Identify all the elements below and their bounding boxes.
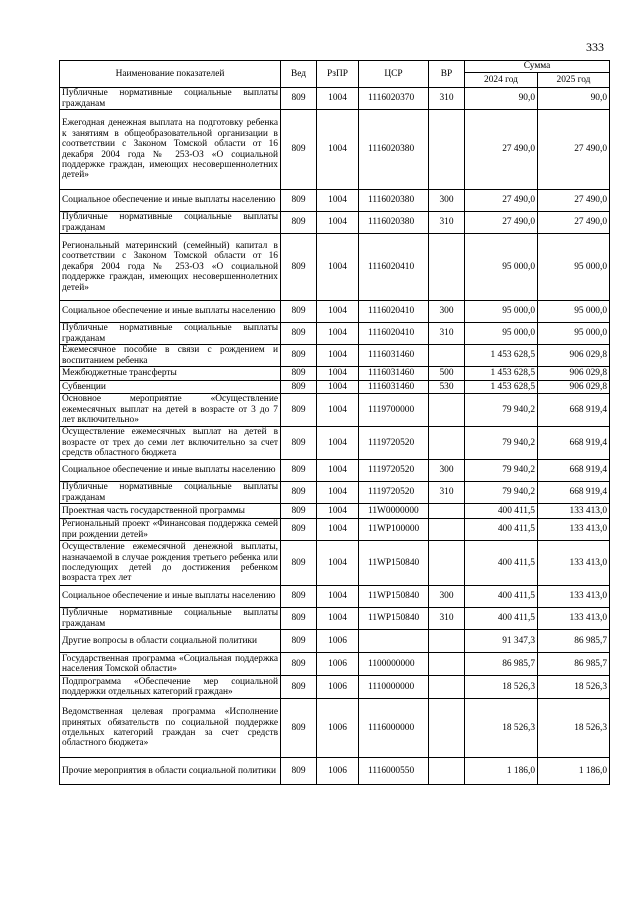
cell-rzpr: 1004 [317,504,359,519]
cell-csr: 1110000000 [359,676,429,699]
cell-sum-2024: 1 453 628,5 [465,381,538,394]
cell-sum-2024: 400 411,5 [465,608,538,630]
cell-ved: 809 [281,367,317,381]
cell-sum-2025: 133 413,0 [538,504,610,519]
budget-table [59,60,610,785]
cell-csr: 1100000000 [359,653,429,676]
cell-name: Социальное обеспечение и иные выплаты населению [60,586,281,608]
cell-csr: 1116000550 [359,758,429,785]
cell-vr [429,427,465,460]
cell-rzpr: 1004 [317,381,359,394]
cell-name: Другие вопросы в области социальной политики [60,630,281,653]
table-row [60,394,610,427]
cell-rzpr: 1004 [317,110,359,190]
cell-rzpr: 1006 [317,676,359,699]
cell-sum-2024: 400 411,5 [465,586,538,608]
cell-sum-2024: 27 490,0 [465,110,538,190]
cell-sum-2024: 91 347,3 [465,630,538,653]
cell-csr: 1116020370 [359,88,429,110]
table-row [60,541,610,586]
cell-sum-2025: 906 029,8 [538,381,610,394]
table-header [60,61,610,88]
cell-sum-2024: 18 526,3 [465,676,538,699]
cell-rzpr: 1004 [317,190,359,212]
cell-sum-2024: 95 000,0 [465,234,538,301]
cell-sum-2024: 400 411,5 [465,541,538,586]
table-row [60,519,610,541]
cell-rzpr: 1004 [317,482,359,504]
cell-name: Подпрограмма «Обеспечение мер социальной поддержки отдельных категорий граждан» [60,676,281,699]
cell-name: Ежегодная денежная выплата на подготовку ребенка к занятиям в общеобразовательной организации в соответствии с Законом Томской области от 16 декабря 2004 года № 253-ОЗ «О социальной поддержке граждан, имеющих несовершеннолетних детей» [60,110,281,190]
cell-sum-2025: 18 526,3 [538,676,610,699]
cell-name: Осуществление ежемесячной денежной выплаты, назначаемой в случае рождения третьего ребенка или последующих детей до достижения ребенком возраста трех лет [60,541,281,586]
cell-ved: 809 [281,88,317,110]
header-name: Наименование показателей [60,61,281,88]
cell-ved: 809 [281,381,317,394]
cell-sum-2025: 95 000,0 [538,323,610,345]
cell-csr: 11WP150840 [359,608,429,630]
cell-vr [429,676,465,699]
cell-sum-2025: 668 919,4 [538,427,610,460]
cell-csr: 1116000000 [359,699,429,758]
table-row [60,699,610,758]
cell-vr [429,758,465,785]
cell-sum-2025: 18 526,3 [538,699,610,758]
cell-vr [429,699,465,758]
cell-ved: 809 [281,323,317,345]
cell-name: Ежемесячное пособие в связи с рождением и воспитанием ребенка [60,345,281,367]
header-rzpr: РзПР [317,61,359,88]
cell-ved: 809 [281,301,317,323]
cell-csr: 1116020380 [359,110,429,190]
table-body [60,88,610,785]
table-row [60,758,610,785]
cell-ved: 809 [281,519,317,541]
cell-name: Осуществление ежемесячных выплат на детей в возрасте от трех до семи лет включительно за счет средств областного бюджета [60,427,281,460]
table-row [60,653,610,676]
cell-name: Проектная часть государственной программы [60,504,281,519]
cell-csr: 1116020410 [359,323,429,345]
cell-csr [359,630,429,653]
cell-vr: 310 [429,482,465,504]
cell-vr: 300 [429,586,465,608]
table-row [60,190,610,212]
header-vr: ВР [429,61,465,88]
cell-rzpr: 1004 [317,234,359,301]
table-row [60,482,610,504]
cell-rzpr: 1004 [317,88,359,110]
cell-vr [429,541,465,586]
cell-ved: 809 [281,504,317,519]
header-ved: Вед [281,61,317,88]
cell-sum-2025: 133 413,0 [538,519,610,541]
cell-csr: 1116031460 [359,367,429,381]
cell-csr: 1116020380 [359,190,429,212]
cell-sum-2024: 400 411,5 [465,519,538,541]
cell-name: Субвенции [60,381,281,394]
cell-sum-2025: 27 490,0 [538,110,610,190]
cell-sum-2025: 95 000,0 [538,301,610,323]
table-row [60,381,610,394]
cell-ved: 809 [281,460,317,482]
cell-rzpr: 1004 [317,323,359,345]
cell-ved: 809 [281,758,317,785]
cell-vr: 310 [429,212,465,234]
cell-vr: 530 [429,381,465,394]
table-row [60,586,610,608]
cell-csr: 1119700000 [359,394,429,427]
cell-ved: 809 [281,541,317,586]
cell-sum-2025: 1 186,0 [538,758,610,785]
cell-ved: 809 [281,345,317,367]
cell-rzpr: 1006 [317,758,359,785]
cell-rzpr: 1006 [317,630,359,653]
cell-name: Публичные нормативные социальные выплаты гражданам [60,608,281,630]
cell-sum-2025: 668 919,4 [538,460,610,482]
cell-vr [429,345,465,367]
cell-csr: 1116031460 [359,345,429,367]
table-row [60,630,610,653]
cell-sum-2024: 1 453 628,5 [465,367,538,381]
cell-vr [429,110,465,190]
cell-sum-2024: 27 490,0 [465,212,538,234]
cell-rzpr: 1004 [317,541,359,586]
cell-rzpr: 1004 [317,460,359,482]
table-row [60,367,610,381]
cell-vr [429,394,465,427]
table-row [60,676,610,699]
cell-sum-2025: 906 029,8 [538,345,610,367]
cell-sum-2025: 133 413,0 [538,541,610,586]
cell-vr: 310 [429,323,465,345]
cell-vr [429,630,465,653]
cell-rzpr: 1006 [317,653,359,676]
cell-ved: 809 [281,234,317,301]
cell-name: Государственная программа «Социальная поддержка населения Томской области» [60,653,281,676]
cell-sum-2024: 79 940,2 [465,482,538,504]
cell-sum-2025: 95 000,0 [538,234,610,301]
cell-vr [429,504,465,519]
table-row [60,323,610,345]
cell-ved: 809 [281,653,317,676]
table-row [60,460,610,482]
header-year-2025: 2025 год [538,73,610,88]
cell-name: Социальное обеспечение и иные выплаты населению [60,190,281,212]
cell-ved: 809 [281,482,317,504]
cell-sum-2024: 95 000,0 [465,323,538,345]
cell-vr [429,234,465,301]
cell-rzpr: 1004 [317,519,359,541]
cell-name: Социальное обеспечение и иные выплаты населению [60,301,281,323]
cell-sum-2025: 668 919,4 [538,394,610,427]
cell-name: Публичные нормативные социальные выплаты гражданам [60,482,281,504]
table-row [60,301,610,323]
cell-rzpr: 1004 [317,394,359,427]
cell-sum-2024: 27 490,0 [465,190,538,212]
table-row [60,608,610,630]
cell-vr: 500 [429,367,465,381]
cell-name: Социальное обеспечение и иные выплаты населению [60,460,281,482]
cell-ved: 809 [281,212,317,234]
cell-name: Прочие мероприятия в области социальной политики [60,758,281,785]
cell-ved: 809 [281,586,317,608]
cell-name: Региональный проект «Финансовая поддержка семей при рождении детей» [60,519,281,541]
cell-ved: 809 [281,427,317,460]
cell-name: Публичные нормативные социальные выплаты гражданам [60,212,281,234]
cell-ved: 809 [281,630,317,653]
cell-rzpr: 1004 [317,212,359,234]
cell-rzpr: 1004 [317,586,359,608]
cell-ved: 809 [281,608,317,630]
header-csr: ЦСР [359,61,429,88]
cell-name: Публичные нормативные социальные выплаты гражданам [60,88,281,110]
cell-sum-2025: 86 985,7 [538,630,610,653]
table-row [60,212,610,234]
cell-vr: 310 [429,608,465,630]
table-row [60,234,610,301]
cell-sum-2024: 79 940,2 [465,427,538,460]
table-row [60,345,610,367]
cell-sum-2024: 1 453 628,5 [465,345,538,367]
cell-ved: 809 [281,394,317,427]
cell-vr: 300 [429,301,465,323]
cell-ved: 809 [281,190,317,212]
cell-name: Региональный материнский (семейный) капитал в соответствии с Законом Томской области от 16 декабря 2004 года № 253-ОЗ «О социальной поддержке граждан, имеющих несовершеннолетних детей» [60,234,281,301]
header-sum: Сумма [465,61,610,73]
cell-sum-2024: 400 411,5 [465,504,538,519]
cell-csr: 1119720520 [359,460,429,482]
cell-sum-2025: 90,0 [538,88,610,110]
cell-name: Основное мероприятие «Осуществление ежемесячных выплат на детей в возрасте от 3 до 7 лет включительно» [60,394,281,427]
cell-name: Межбюджетные трансферты [60,367,281,381]
cell-csr: 11WP150840 [359,586,429,608]
cell-sum-2025: 86 985,7 [538,653,610,676]
cell-sum-2024: 79 940,2 [465,394,538,427]
cell-rzpr: 1004 [317,367,359,381]
header-year-2024: 2024 год [465,73,538,88]
cell-csr: 1119720520 [359,427,429,460]
cell-ved: 809 [281,110,317,190]
cell-name: Публичные нормативные социальные выплаты гражданам [60,323,281,345]
table-row [60,110,610,190]
cell-sum-2024: 95 000,0 [465,301,538,323]
cell-rzpr: 1004 [317,345,359,367]
cell-rzpr: 1004 [317,301,359,323]
cell-csr: 1116020380 [359,212,429,234]
cell-vr: 300 [429,190,465,212]
cell-csr: 1116020410 [359,234,429,301]
cell-vr: 300 [429,460,465,482]
cell-rzpr: 1004 [317,427,359,460]
cell-sum-2024: 86 985,7 [465,653,538,676]
cell-sum-2025: 27 490,0 [538,212,610,234]
cell-vr [429,653,465,676]
cell-rzpr: 1006 [317,699,359,758]
cell-sum-2025: 906 029,8 [538,367,610,381]
cell-sum-2024: 1 186,0 [465,758,538,785]
cell-name: Ведомственная целевая программа «Исполнение принятых обязательств по социальной поддержке отдельных категорий граждан за счет средств областного бюджета» [60,699,281,758]
cell-sum-2024: 90,0 [465,88,538,110]
cell-ved: 809 [281,676,317,699]
cell-csr: 11W0000000 [359,504,429,519]
cell-ved: 809 [281,699,317,758]
cell-sum-2024: 79 940,2 [465,460,538,482]
cell-csr: 1116020410 [359,301,429,323]
cell-sum-2024: 18 526,3 [465,699,538,758]
cell-csr: 1116031460 [359,381,429,394]
table-row [60,88,610,110]
cell-csr: 11WP100000 [359,519,429,541]
cell-sum-2025: 133 413,0 [538,586,610,608]
cell-vr [429,519,465,541]
table-row [60,504,610,519]
cell-csr: 1119720520 [359,482,429,504]
cell-rzpr: 1004 [317,608,359,630]
cell-sum-2025: 668 919,4 [538,482,610,504]
page-number: 333 [586,40,604,54]
cell-csr: 11WP150840 [359,541,429,586]
table-row [60,427,610,460]
cell-vr: 310 [429,88,465,110]
cell-sum-2025: 27 490,0 [538,190,610,212]
cell-sum-2025: 133 413,0 [538,608,610,630]
